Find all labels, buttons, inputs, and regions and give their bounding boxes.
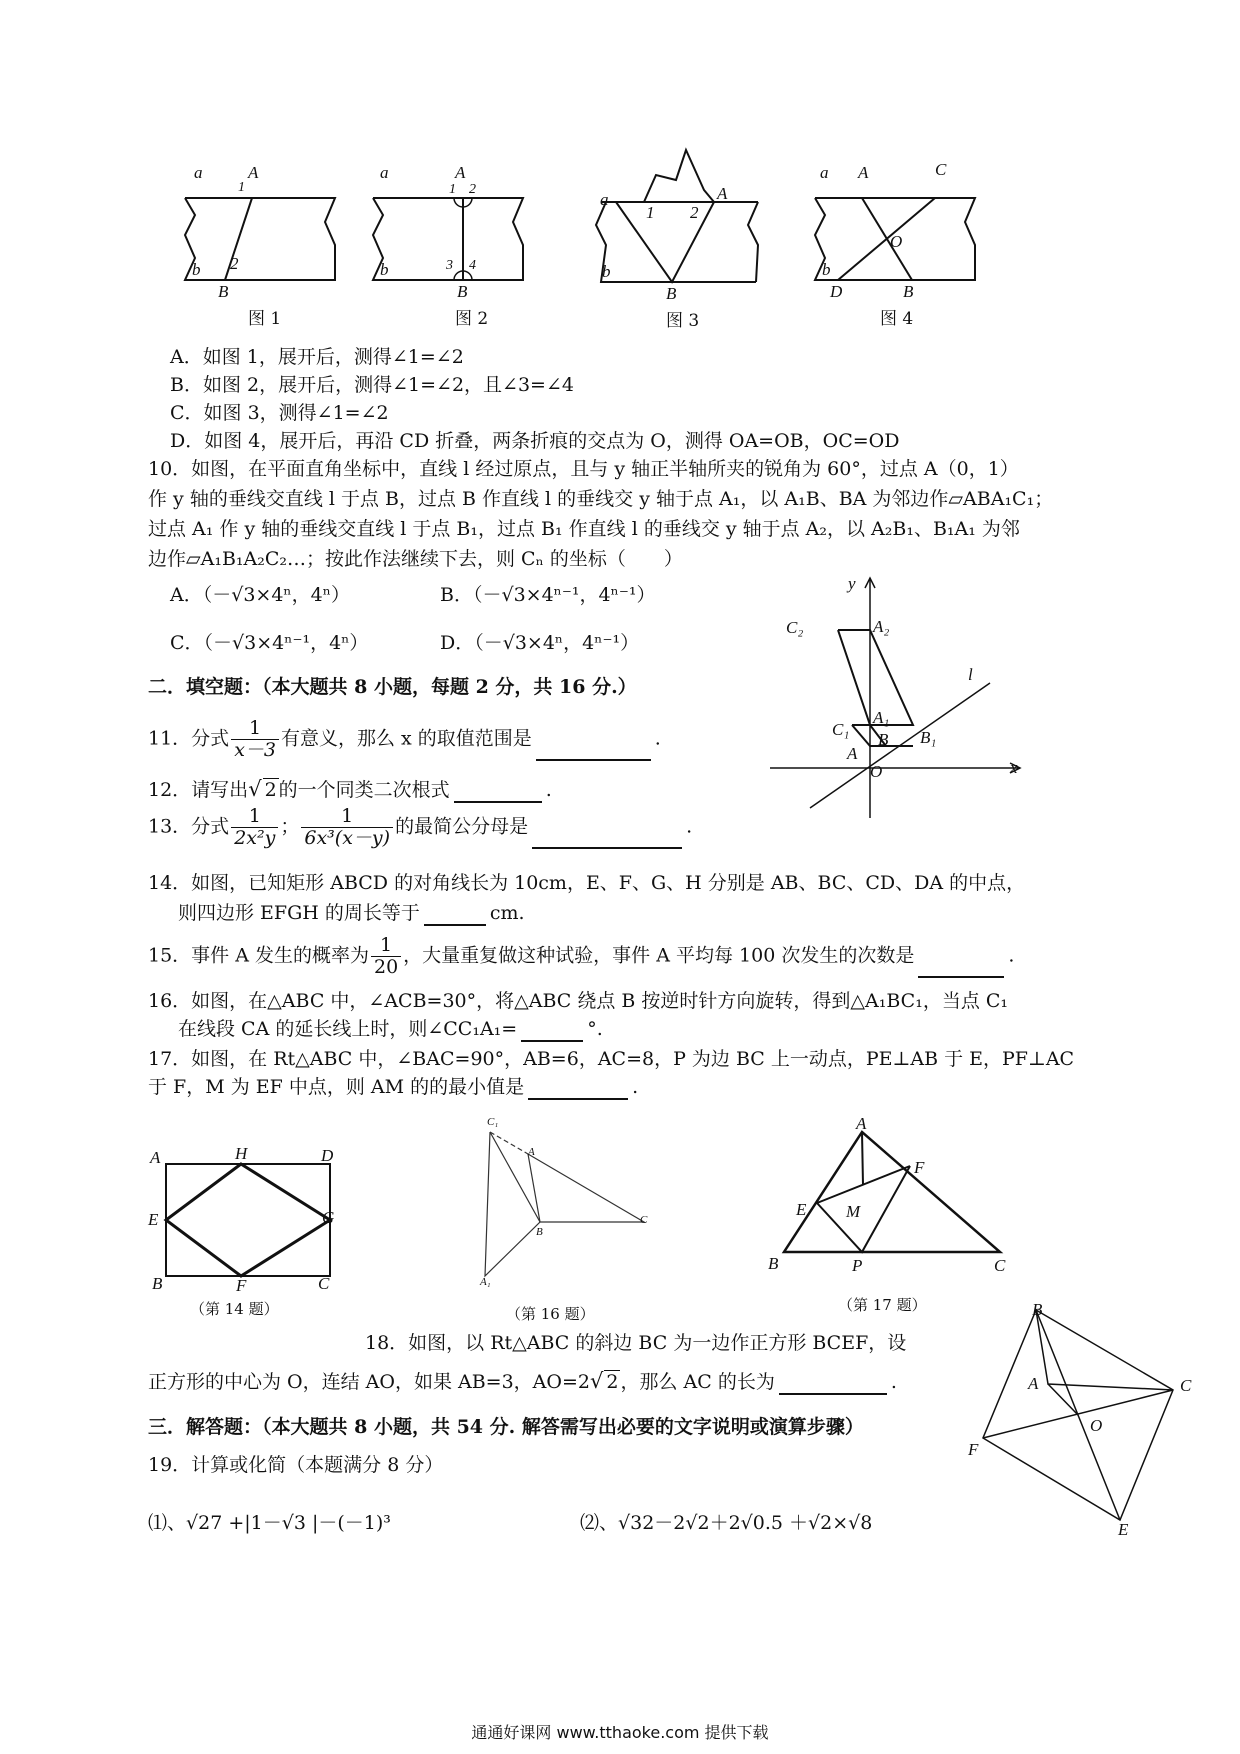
q16-answer-blank[interactable] (521, 1040, 583, 1042)
q11-pre: 11．分式 (148, 727, 230, 750)
fig4-label-D: D (830, 282, 843, 301)
page-footer: 通通好课网 www.tthaoke.com 提供下载 (471, 1723, 769, 1742)
fig16-label-A1: A₁ (480, 1276, 491, 1288)
q15-fraction: $\frac{1}{20}$ (371, 935, 401, 978)
section-2-heading: 二．填空题：（本大题共 8 小题，每题 2 分，共 16 分.） (148, 676, 637, 698)
q14-answer-blank[interactable] (424, 924, 486, 926)
figure-q14 (164, 1162, 334, 1280)
fig4-label-B: B (903, 282, 914, 301)
fig2-caption: 图 2 (455, 309, 489, 329)
fig3-label-a: a (600, 190, 609, 209)
q9-option-c: C．如图 3，测得∠1=∠2 (170, 402, 389, 424)
q10-fig-label-A1: A₁ (873, 708, 890, 727)
figure-3 (596, 150, 776, 290)
fig16-label-A: A (528, 1146, 535, 1158)
q12: 12．请写出√ 2 的一个同类二次根式 . (148, 777, 552, 801)
fig14-label-E: E (148, 1210, 159, 1229)
fig18-label-F: F (968, 1440, 979, 1459)
figure-q18 (980, 1308, 1195, 1523)
q10-fig-label-y: y (848, 574, 856, 593)
fig14-label-A: A (150, 1148, 161, 1167)
fig4-label-a: a (820, 163, 829, 182)
fig16-label-C: C (640, 1214, 648, 1226)
fig2-label-4: 4 (469, 258, 476, 273)
q13-fraction-2: $\frac{1}{\text{6x³(x－y)}}$ (301, 806, 393, 849)
fig14-caption: （第 14 题） (190, 1300, 279, 1318)
q11-post: 有意义，那么 x 的取值范围是 (281, 727, 532, 750)
fig2-label-3: 3 (446, 258, 453, 273)
q10-fig-label-A2: A₂ (873, 617, 890, 636)
fig18-label-C: C (1180, 1376, 1192, 1395)
q14-line-2: 则四边形 EFGH 的周长等于 cm. (178, 902, 525, 924)
fig17-label-F: F (914, 1158, 925, 1177)
q19-part-1: ⑴、√27 +|1－√3 |－(－1)³ (148, 1512, 391, 1534)
q10-option-d: D．（－√3×4ⁿ，4ⁿ⁻¹） (440, 632, 640, 654)
fig1-label-a: a (194, 163, 203, 182)
q10-line-3: 过点 A₁ 作 y 轴的垂线交直线 l 于点 B₁，过点 B₁ 作直线 l 的垂线交 y 轴于点 A₂，以 A₂B₁、B₁A₁ 为邻 (148, 518, 1020, 540)
fig3-caption: 图 3 (666, 311, 700, 331)
fig2-label-A: A (455, 163, 466, 182)
fig3-label-b: b (602, 262, 611, 281)
fig2-label-1: 1 (449, 182, 456, 197)
q10-line-4: 边作▱A₁B₁A₂C₂…；按此作法继续下去，则 Cₙ 的坐标（ ） (148, 548, 683, 570)
fig18-label-E: E (1118, 1520, 1129, 1539)
fig17-label-C: C (994, 1256, 1006, 1275)
fig17-label-E: E (796, 1200, 807, 1219)
q10-fig-label-O: O (870, 762, 883, 781)
q15: 15．事件 A 发生的概率为 $\frac{1}{20}$ ，大量重复做这种试验，事件 A 平均每 100 次发生的次数是 . (148, 934, 1015, 978)
fig1-label-1: 1 (238, 180, 245, 195)
q9-option-a: A．如图 1，展开后，测得∠1=∠2 (170, 346, 464, 368)
fig17-label-M: M (846, 1202, 861, 1221)
q10-option-a: A．（－√3×4ⁿ，4ⁿ） (170, 584, 350, 606)
q12-answer-blank[interactable] (454, 801, 542, 803)
q19-title: 19．计算或化简（本题满分 8 分） (148, 1454, 444, 1476)
fig4-label-b: b (822, 260, 831, 279)
q10-fig-label-x: x (1010, 758, 1018, 777)
q10-fig-label-C2: C₂ (786, 618, 804, 637)
fig16-label-C1: C₁ (487, 1116, 499, 1128)
fig1-label-b: b (192, 260, 201, 279)
q15-answer-blank[interactable] (918, 976, 1004, 978)
q10-fig-label-l: l (968, 665, 973, 684)
fig17-label-B: B (768, 1254, 779, 1273)
fig4-label-C: C (935, 160, 947, 179)
fig1-label-B: B (218, 282, 229, 301)
q10-coordinate-figure (770, 578, 1040, 828)
fig14-label-D: D (321, 1146, 334, 1165)
q18-line-1: 18．如图，以 Rt△ABC 的斜边 BC 为一边作正方形 BCEF，设 (365, 1332, 907, 1354)
q16-line-1: 16．如图，在△ABC 中，∠ACB=30°，将△ABC 绕点 B 按逆时针方向旋转，得到△A₁BC₁，当点 C₁ (148, 990, 1009, 1012)
q16-line-2: 在线段 CA 的延长线上时，则∠CC₁A₁= °. (178, 1018, 603, 1040)
fig18-label-A: A (1028, 1374, 1039, 1393)
fig18-label-O: O (1090, 1416, 1103, 1435)
fig2-label-B: B (457, 282, 468, 301)
fig2-label-2: 2 (469, 182, 476, 197)
q10-option-b: B．（－√3×4ⁿ⁻¹，4ⁿ⁻¹） (440, 584, 656, 606)
q19-part-2: ⑵、√32－2√2＋2√0.5 ＋√2×√8 (580, 1512, 873, 1534)
fig3-label-A: A (717, 184, 728, 203)
fig17-caption: （第 17 题） (838, 1296, 927, 1314)
fig17-label-A: A (856, 1114, 867, 1133)
q10-option-c: C．（－√3×4ⁿ⁻¹，4ⁿ） (170, 632, 369, 654)
figure-1 (180, 180, 340, 300)
figure-q16 (470, 1130, 650, 1290)
fig4-label-O: O (890, 232, 903, 251)
fig4-caption: 图 4 (880, 309, 914, 329)
fig2-label-b: b (380, 260, 389, 279)
q10-fig-label-B: B (878, 730, 889, 749)
q10-line-1: 10．如图，在平面直角坐标中，直线 l 经过原点，且与 y 轴正半轴所夹的锐角为 60°，过点 A（0，1） (148, 458, 1019, 480)
figure-q17 (780, 1128, 1010, 1258)
fig4-label-A: A (858, 163, 869, 182)
fig3-label-1: 1 (646, 203, 655, 222)
q9-option-d: D．如图 4，展开后，再沿 CD 折叠，两条折痕的交点为 O，测得 OA=OB，OC=OD (170, 430, 900, 452)
q11-fraction: $\frac{1}{x-3}$ (231, 718, 279, 761)
fig18-label-B: B (1032, 1300, 1043, 1319)
q13: 13．分式 $\frac{1}{\text{2x²y}}$ ； $\frac{1}{\text{6x³(x－y)}}$ 的最简公分母是 . (148, 805, 693, 849)
fig16-label-B: B (536, 1226, 543, 1238)
fig14-label-G: G (322, 1208, 335, 1227)
fig1-label-A: A (248, 163, 259, 182)
q17-line-1: 17．如图，在 Rt△ABC 中，∠BAC=90°，AB=6，AC=8，P 为边 BC 上一动点，PE⊥AB 于 E，PF⊥AC (148, 1048, 1075, 1070)
q13-answer-blank[interactable] (532, 847, 682, 849)
q17-line-2: 于 F，M 为 EF 中点，则 AM 的的最小值是 . (148, 1076, 639, 1098)
q10-fig-label-C1: C₁ (832, 720, 850, 739)
fig14-label-C: C (318, 1274, 330, 1293)
fig1-label-2: 2 (230, 254, 239, 273)
q18-line-2: 正方形的中心为 O，连结 AO，如果 AB=3，AO=2√ 2 ，那么 AC 的长为 . (148, 1369, 897, 1393)
fig16-caption: （第 16 题） (506, 1305, 595, 1323)
fig14-label-B: B (152, 1274, 163, 1293)
fig14-label-F: F (236, 1276, 247, 1295)
q13-fraction-1: $\frac{1}{\text{2x²y}}$ (231, 806, 278, 849)
fig3-label-B: B (666, 284, 677, 303)
q18-answer-blank[interactable] (779, 1393, 887, 1395)
q11-answer-blank[interactable] (536, 759, 651, 761)
figure-2 (368, 180, 528, 300)
q10-fig-label-B1: B₁ (920, 728, 937, 747)
q14-line-1: 14．如图，已知矩形 ABCD 的对角线长为 10cm，E、F、G、H 分别是 AB、BC、CD、DA 的中点， (148, 872, 1026, 894)
q10-fig-label-A: A (847, 744, 858, 763)
q11: 11．分式 $\frac{1}{x-3}$ 有意义，那么 x 的取值范围是 . (148, 717, 661, 761)
fig1-caption: 图 1 (248, 309, 282, 329)
q17-answer-blank[interactable] (528, 1098, 628, 1100)
fig17-label-P: P (852, 1256, 863, 1275)
q10-line-2: 作 y 轴的垂线交直线 l 于点 B，过点 B 作直线 l 的垂线交 y 轴于点 A₁，以 A₁B、BA 为邻边作▱ABA₁C₁； (148, 488, 1054, 510)
q9-option-b: B．如图 2，展开后，测得∠1=∠2，且∠3=∠4 (170, 374, 574, 396)
fig2-label-a: a (380, 163, 389, 182)
section-3-heading: 三．解答题：（本大题共 8 小题，共 54 分. 解答需写出必要的文字说明或演算步骤） (148, 1416, 864, 1438)
fig3-label-2: 2 (690, 203, 699, 222)
fig14-label-H: H (235, 1144, 248, 1163)
